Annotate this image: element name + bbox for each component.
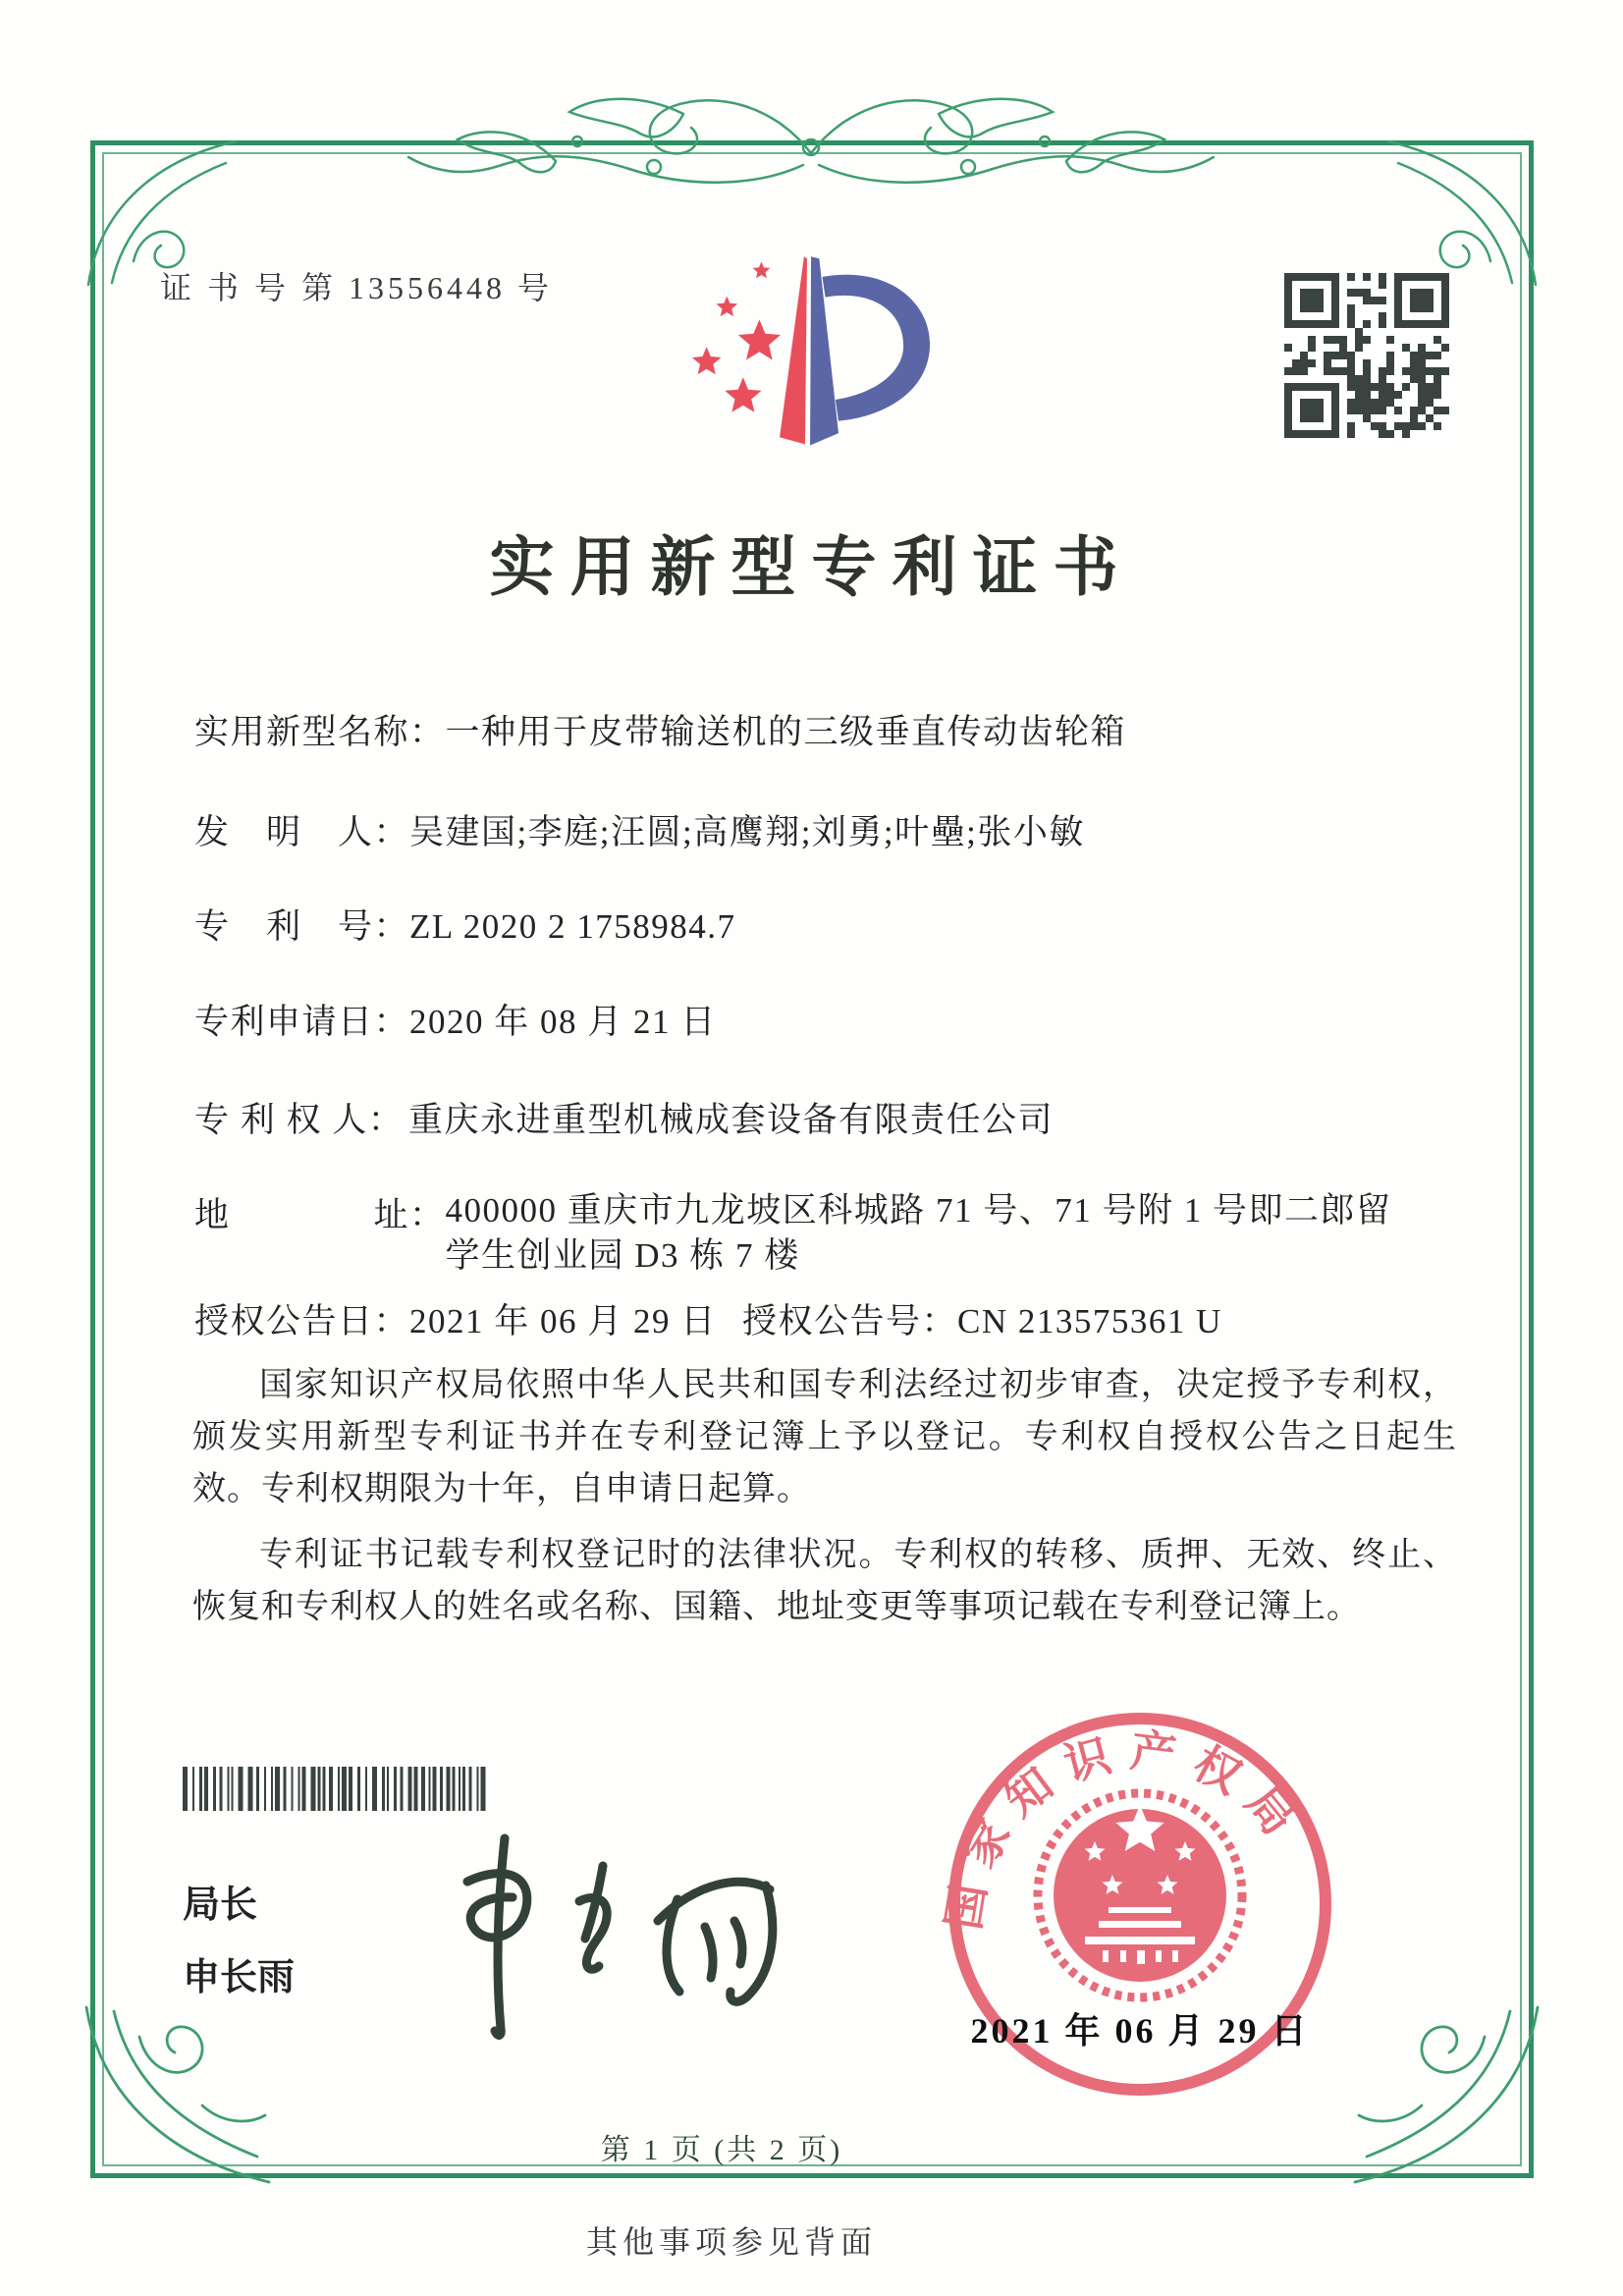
director-name-label: 申长雨 <box>183 1957 296 1998</box>
field-label: 专 利 权 人： <box>194 1101 405 1139</box>
barcode-icon <box>183 1767 493 1811</box>
field-grant-date <box>194 1294 1222 1343</box>
field-grant-number <box>742 1294 1222 1343</box>
field-value: 重庆永进重型机械成套设备有限责任公司 <box>408 1101 1055 1139</box>
field-label: 专 利 号： <box>194 907 410 946</box>
field-filing-date <box>194 995 717 1044</box>
field-label: 授权公告日： <box>194 1302 410 1340</box>
field-label: 实用新型名称： <box>194 713 446 751</box>
address-line-1: 400000 重庆市九龙坡区科城路 71 号、71 号附 1 号即二郎留 <box>445 1191 1392 1230</box>
qr-code-icon <box>1284 273 1449 438</box>
director-signature <box>410 1825 842 2046</box>
seal-date: 2021 年 06 月 29 日 <box>970 2011 1310 2050</box>
field-patent-number <box>194 900 735 949</box>
field-value: 2020 年 08 月 21 日 <box>409 1003 717 1041</box>
seal-ring-text: 国家知识产权局 <box>939 1724 1314 1934</box>
field-label: 授权公告号： <box>742 1302 958 1340</box>
certificate-title: 实用新型专利证书 <box>489 532 1134 604</box>
field-label: 专利申请日： <box>194 1003 410 1041</box>
field-value: 2021 年 06 月 29 日 <box>409 1302 717 1340</box>
cnipa-logo <box>656 247 960 493</box>
legal-paragraph-1: 国家知识产权局依照中华人民共和国专利法经过初步审查，决定授予专利权，颁发实用新型专利证书并在专利登记簿上予以登记。专利权自授权公告之日起生效。专利权期限为十年，自申请日起算。 <box>192 1367 1457 1507</box>
field-label: 地 址： <box>194 1196 446 1234</box>
field-value: 吴建国;李庭;汪圆;高鹰翔;刘勇;叶壘;张小敏 <box>409 813 1085 851</box>
field-address <box>194 1188 1392 1279</box>
address-line-2: 学生创业园 D3 栋 7 楼 <box>445 1236 800 1275</box>
director-title-label: 局长 <box>183 1885 258 1926</box>
field-value <box>446 1188 1392 1279</box>
field-value: 一种用于皮带输送机的三级垂直传动齿轮箱 <box>445 713 1127 751</box>
field-utility-model-name <box>194 705 1126 754</box>
national-emblem-icon <box>1038 1793 1242 1997</box>
field-value: ZL 2020 2 1758984.7 <box>409 907 736 946</box>
certificate-number: 证 书 号 第 13556448 号 <box>160 270 554 305</box>
legal-paragraph-2: 专利证书记载专利权登记时的法律状况。专利权的转移、质押、无效、终止、恢复和专利权人的姓名或名称、国籍、地址变更等事项记载在专利登记簿上。 <box>192 1537 1457 1625</box>
field-inventors <box>194 805 1085 854</box>
footer-note: 其他事项参见背面 <box>585 2224 877 2260</box>
field-label: 发 明 人： <box>194 813 410 851</box>
field-value: CN 213575361 U <box>957 1302 1222 1340</box>
page-indicator: 第 1 页 (共 2 页) <box>600 2134 843 2166</box>
field-patentee <box>194 1093 1054 1142</box>
legal-text-block <box>192 1359 1457 1647</box>
